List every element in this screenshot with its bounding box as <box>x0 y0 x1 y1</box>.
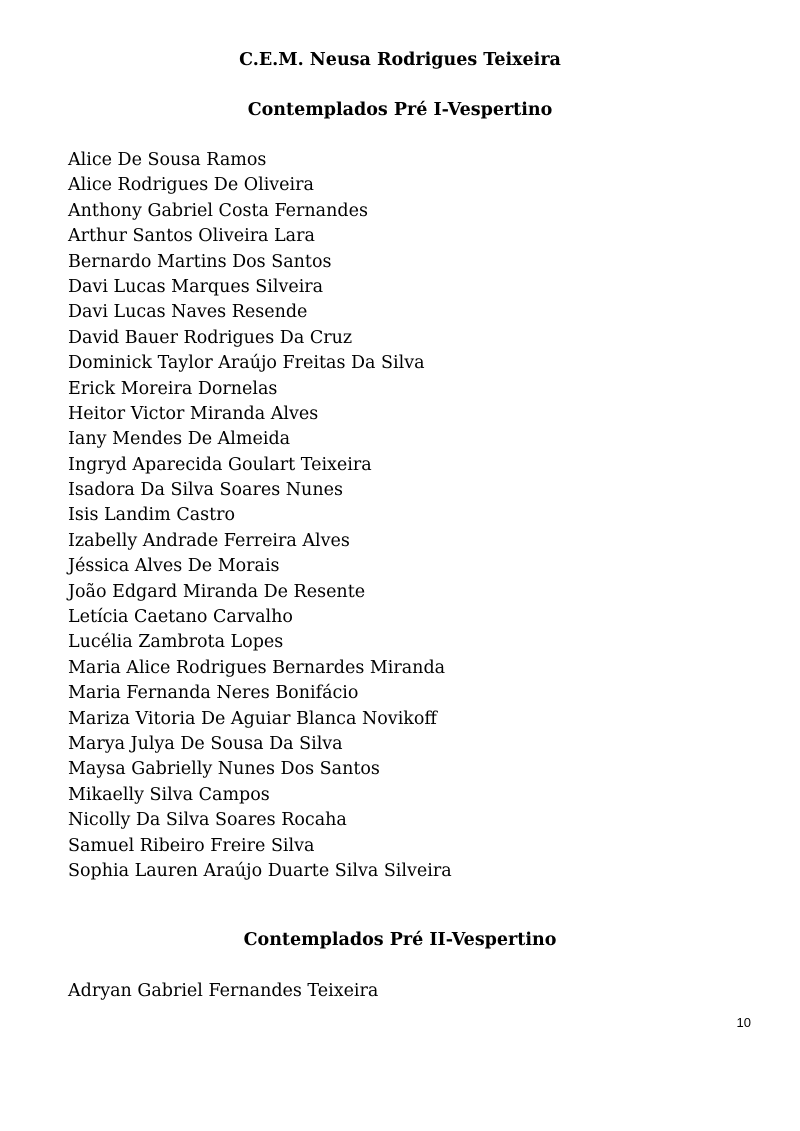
name-list-pre-i <box>68 148 452 884</box>
section-title-pre-ii: Contemplados Pré II-Vespertino <box>243 930 557 950</box>
list-item: Isadora Da Silva Soares Nunes <box>68 480 343 501</box>
list-item: Alice De Sousa Ramos <box>68 150 267 170</box>
list-item: Alice Rodrigues De Oliveira <box>68 175 314 196</box>
list-item: David Bauer Rodrigues Da Cruz <box>68 327 353 348</box>
name-list-pre-ii <box>68 979 378 1004</box>
list-item: Iany Mendes De Almeida <box>68 429 291 450</box>
list-item: Dominick Taylor Araújo Freitas Da Silva <box>68 353 425 374</box>
list-item: Nicolly Da Silva Soares Rocaha <box>68 810 347 831</box>
section-title-pre-i: Contemplados Pré I-Vespertino <box>247 100 553 120</box>
list-item: Isis Landim Castro <box>68 505 236 526</box>
list-item: Adryan Gabriel Fernandes Teixeira <box>68 981 379 1001</box>
page-number: 10 <box>736 1015 751 1030</box>
list-item: Bernardo Martins Dos Santos <box>68 251 332 272</box>
list-item: Sophia Lauren Araújo Duarte Silva Silveira <box>68 860 452 881</box>
list-item: Letícia Caetano Carvalho <box>68 607 293 628</box>
list-item: Jéssica Alves De Morais <box>68 556 280 577</box>
list-item: Davi Lucas Marques Silveira <box>68 276 324 297</box>
list-item: Izabelly Andrade Ferreira Alves <box>68 530 350 551</box>
list-item: Samuel Ribeiro Freire Silva <box>68 835 315 856</box>
list-item: Maria Alice Rodrigues Bernardes Miranda <box>68 657 446 678</box>
list-item: Lucélia Zambrota Lopes <box>68 632 284 653</box>
list-item: Mikaelly Silva Campos <box>68 784 270 805</box>
list-item: Maria Fernanda Neres Bonifácio <box>68 683 359 704</box>
list-item: João Edgard Miranda De Resente <box>68 581 366 602</box>
school-title: C.E.M. Neusa Rodrigues Teixeira <box>239 50 561 70</box>
list-item: Mariza Vitoria De Aguiar Blanca Novikoff <box>68 708 437 729</box>
list-item: Erick Moreira Dornelas <box>68 378 278 399</box>
list-item: Anthony Gabriel Costa Fernandes <box>68 200 368 221</box>
list-item: Arthur Santos Oliveira Lara <box>68 226 315 247</box>
list-item: Ingryd Aparecida Goulart Teixeira <box>68 454 372 475</box>
list-item: Heitor Victor Miranda Alves <box>68 403 319 424</box>
list-item: Davi Lucas Naves Resende <box>68 302 308 323</box>
list-item: Marya Julya De Sousa Da Silva <box>68 733 343 754</box>
list-item: Maysa Gabrielly Nunes Dos Santos <box>68 759 380 780</box>
